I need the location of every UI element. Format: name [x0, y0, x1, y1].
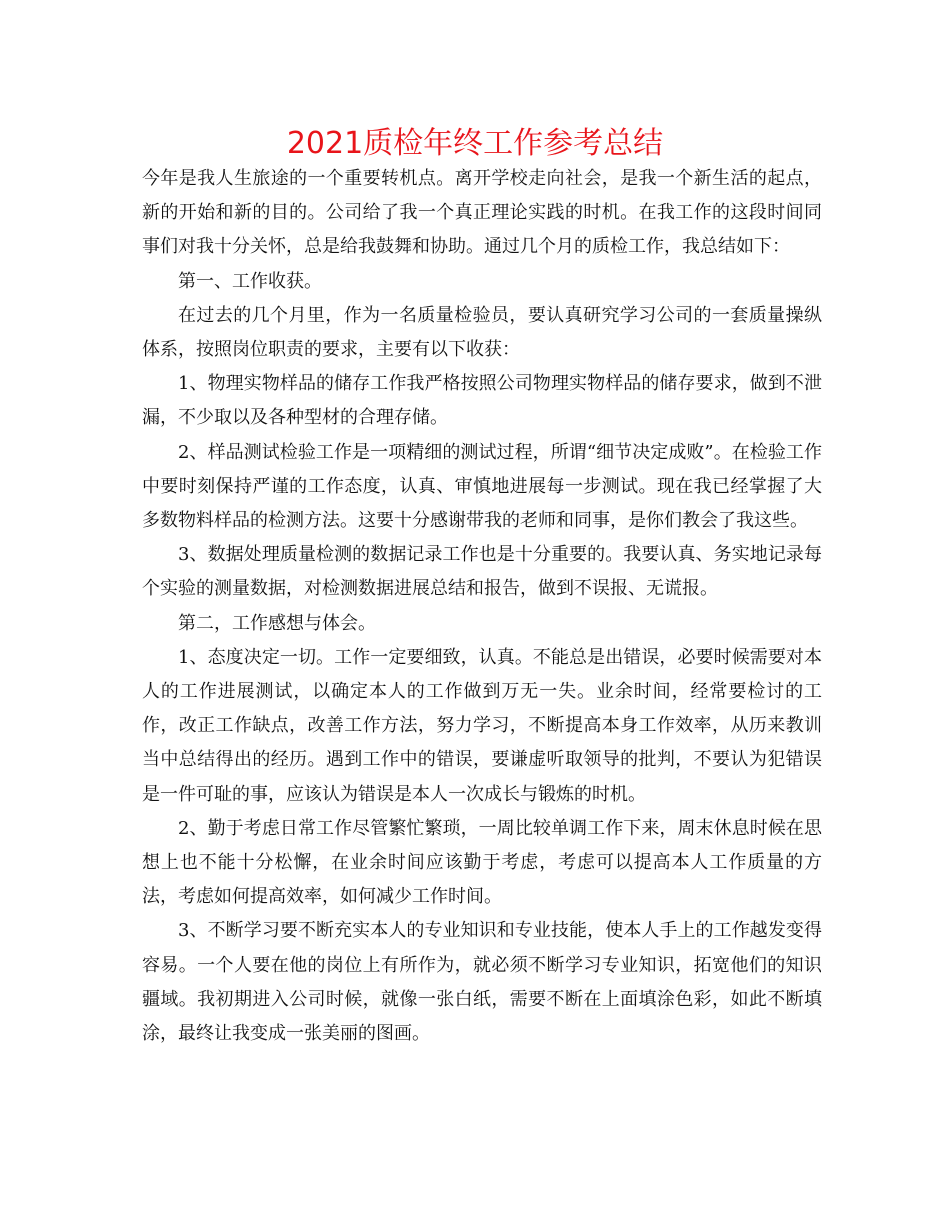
document-title: 2021质检年终工作参考总结	[286, 126, 664, 161]
paragraph-gain-1: 1、物理实物样品的储存工作我严格按照公司物理实物样品的储存要求，做到不泄漏，不少取以及各种型材的合理存储。	[142, 373, 822, 429]
paragraph-gain-3: 3、数据处理质量检测的数据记录工作也是十分重要的。我要认真、务实地记录每个实验的测量数据，对检测数据进展总结和报告，做到不误报、无谎报。	[142, 544, 822, 600]
document-body	[142, 162, 822, 1051]
paragraph-reflection-3: 3、不断学习要不断充实本人的专业知识和专业技能，使本人手上的工作越发变得容易。一个人要在他的岗位上有所作为，就必须不断学习专业知识，拓宽他们的知识疆域。我初期进入公司时候，就像一张白纸，需要不断在上面填涂色彩，如此不断填涂，最终让我变成一张美丽的图画。	[142, 920, 822, 1045]
section-heading-reflections: 第二，工作感想与体会。	[178, 612, 376, 634]
section-heading-gains: 第一、工作收获。	[178, 270, 322, 292]
paragraph-reflection-1: 1、态度决定一切。工作一定要细致，认真。不能总是出错误，必要时候需要对本人的工作进展测试，以确定本人的工作做到万无一失。业余时间，经常要检讨的工作，改正工作缺点，改善工作方法，努力学习，不断提高本身工作效率，从历来教训当中总结得出的经历。遇到工作中的错误，要谦虚听取领导的批判，不要认为犯错误是一件可耻的事，应该认为错误是本人一次成长与锻炼的时机。	[142, 646, 822, 805]
paragraph-gains-intro: 在过去的几个月里，作为一名质量检验员，要认真研究学习公司的一套质量操纵体系，按照岗位职责的要求，主要有以下收获：	[142, 304, 822, 361]
paragraph-reflection-2: 2、勤于考虑日常工作尽管繁忙繁琐，一周比较单调工作下来，周末休息时候在思想上也不能十分松懈，在业余时间应该勤于考虑，考虑可以提高本人工作质量的方法，考虑如何提高效率，如何减少工作时间。	[142, 817, 822, 908]
paragraph-gain-2: 2、样品测试检验工作是一项精细的测试过程，所谓“细节决定成败”。在检验工作中要时刻保持严谨的工作态度，认真、审慎地进展每一步测试。现在我已经掌握了大多数物料样品的检测方法。这要十分感谢带我的老师和同事，是你们教会了我这些。	[142, 441, 822, 532]
paragraph-intro: 今年是我人生旅途的一个重要转机点。离开学校走向社会，是我一个新生活的起点，新的开始和新的目的。公司给了我一个真正理论实践的时机。在我工作的这段时间同事们对我十分关怀，总是给我鼓舞和协助。通过几个月的质检工作，我总结如下：	[142, 168, 822, 258]
